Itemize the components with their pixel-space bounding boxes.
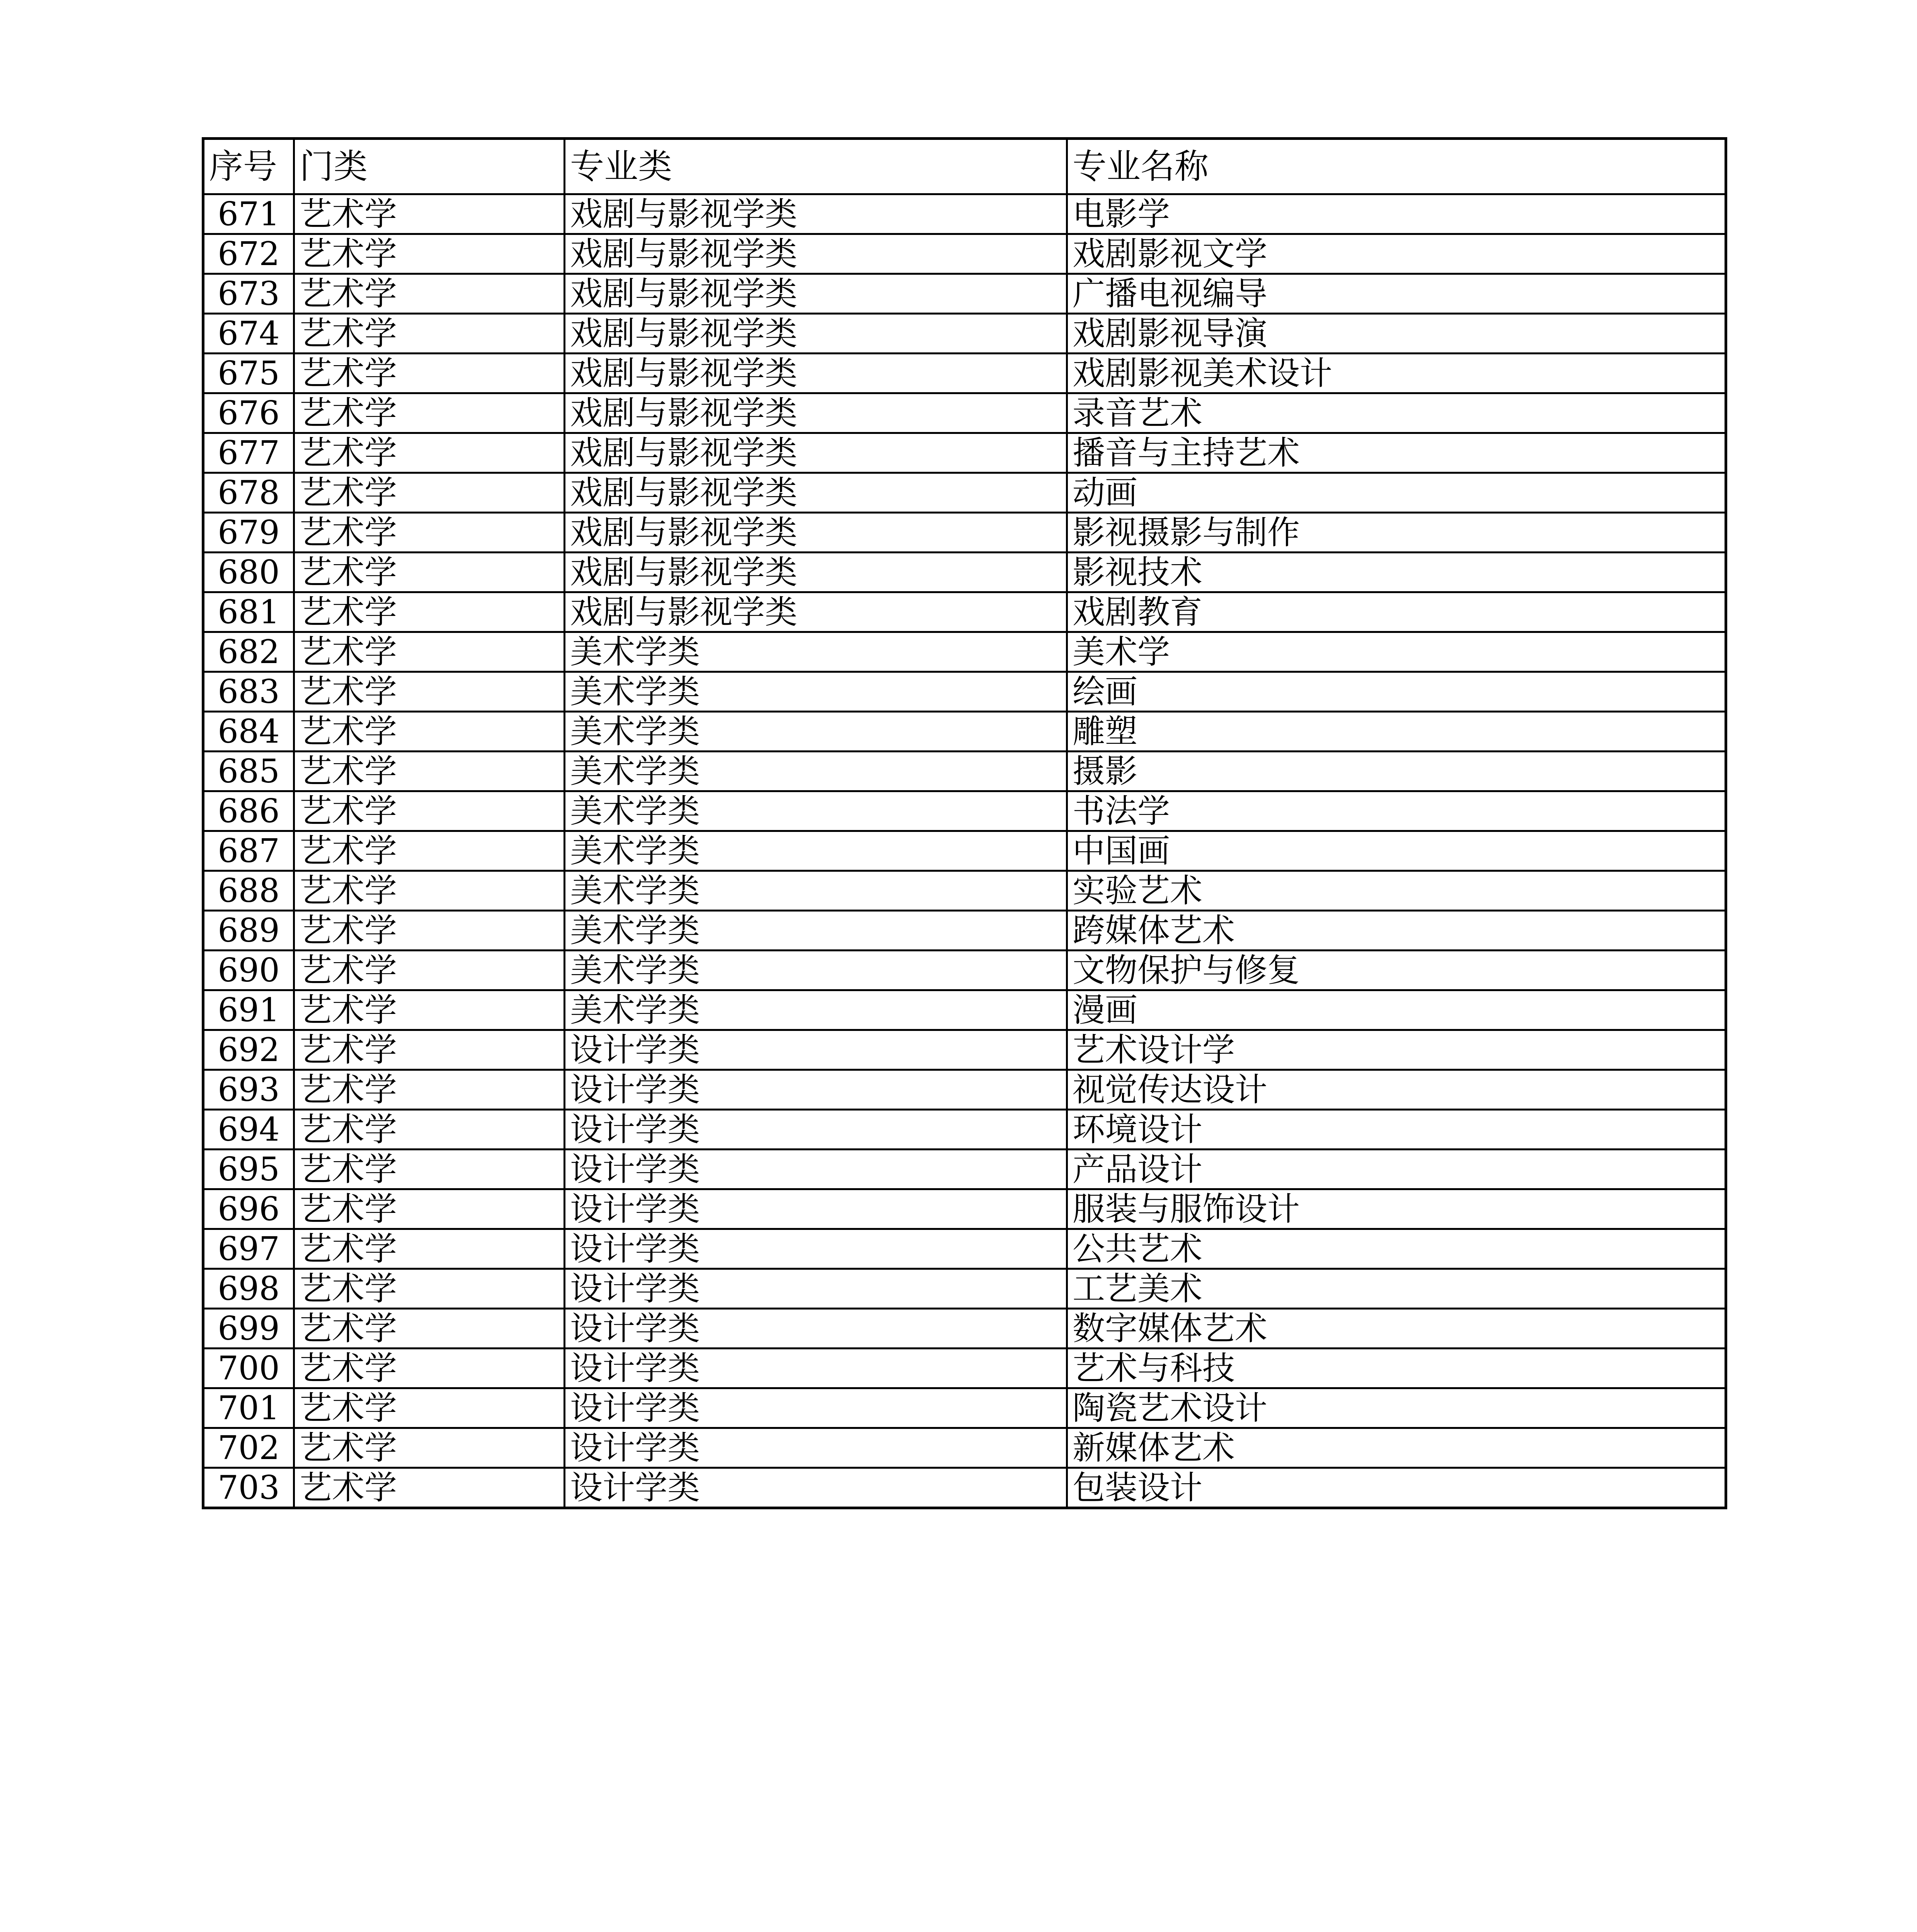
cell-name: 包装设计	[1067, 1468, 1726, 1508]
table-row	[203, 1388, 1726, 1428]
cell-class: 戏剧与影视学类	[565, 393, 1067, 433]
cell-name: 艺术与科技	[1067, 1349, 1726, 1388]
cell-class: 美术学类	[565, 712, 1067, 752]
cell-category: 艺术学	[294, 672, 565, 712]
cell-index: 671	[203, 194, 294, 234]
cell-class: 戏剧与影视学类	[565, 473, 1067, 513]
cell-index: 687	[203, 831, 294, 871]
cell-class: 美术学类	[565, 632, 1067, 672]
cell-index: 675	[203, 354, 294, 393]
cell-category: 艺术学	[294, 632, 565, 672]
cell-class: 美术学类	[565, 951, 1067, 990]
cell-class: 美术学类	[565, 791, 1067, 831]
table-row	[203, 1030, 1726, 1070]
cell-index: 694	[203, 1110, 294, 1150]
cell-category: 艺术学	[294, 234, 565, 274]
cell-index: 688	[203, 871, 294, 911]
cell-index: 703	[203, 1468, 294, 1508]
table-body	[203, 194, 1726, 1508]
cell-name: 戏剧影视文学	[1067, 234, 1726, 274]
table-row	[203, 1150, 1726, 1189]
cell-category: 艺术学	[294, 791, 565, 831]
cell-class: 戏剧与影视学类	[565, 592, 1067, 632]
cell-category: 艺术学	[294, 314, 565, 354]
cell-category: 艺术学	[294, 433, 565, 473]
cell-name: 播音与主持艺术	[1067, 433, 1726, 473]
table-row	[203, 831, 1726, 871]
header-row	[203, 139, 1726, 194]
cell-category: 艺术学	[294, 1070, 565, 1110]
table-row	[203, 1468, 1726, 1508]
table-row	[203, 314, 1726, 354]
cell-name: 影视摄影与制作	[1067, 513, 1726, 553]
table-row	[203, 1189, 1726, 1229]
cell-index: 680	[203, 553, 294, 592]
cell-name: 公共艺术	[1067, 1229, 1726, 1269]
cell-class: 戏剧与影视学类	[565, 274, 1067, 314]
cell-class: 美术学类	[565, 831, 1067, 871]
table-row	[203, 990, 1726, 1030]
cell-name: 录音艺术	[1067, 393, 1726, 433]
cell-index: 695	[203, 1150, 294, 1189]
cell-category: 艺术学	[294, 1229, 565, 1269]
cell-class: 设计学类	[565, 1189, 1067, 1229]
cell-index: 692	[203, 1030, 294, 1070]
table-row	[203, 473, 1726, 513]
cell-category: 艺术学	[294, 194, 565, 234]
header-class: 专业类	[565, 139, 1067, 194]
cell-name: 书法学	[1067, 791, 1726, 831]
cell-name: 数字媒体艺术	[1067, 1309, 1726, 1349]
cell-class: 戏剧与影视学类	[565, 433, 1067, 473]
cell-index: 700	[203, 1349, 294, 1388]
cell-index: 698	[203, 1269, 294, 1309]
cell-name: 绘画	[1067, 672, 1726, 712]
cell-name: 电影学	[1067, 194, 1726, 234]
cell-class: 戏剧与影视学类	[565, 553, 1067, 592]
table-header	[203, 139, 1726, 194]
cell-index: 682	[203, 632, 294, 672]
cell-class: 设计学类	[565, 1229, 1067, 1269]
cell-index: 681	[203, 592, 294, 632]
table-row	[203, 791, 1726, 831]
header-category: 门类	[294, 139, 565, 194]
cell-index: 677	[203, 433, 294, 473]
cell-index: 686	[203, 791, 294, 831]
cell-index: 701	[203, 1388, 294, 1428]
table-row	[203, 592, 1726, 632]
cell-category: 艺术学	[294, 1468, 565, 1508]
cell-class: 美术学类	[565, 911, 1067, 951]
table-row	[203, 672, 1726, 712]
table-row	[203, 513, 1726, 553]
cell-name: 新媒体艺术	[1067, 1428, 1726, 1468]
cell-name: 漫画	[1067, 990, 1726, 1030]
cell-class: 戏剧与影视学类	[565, 354, 1067, 393]
cell-name: 文物保护与修复	[1067, 951, 1726, 990]
cell-name: 美术学	[1067, 632, 1726, 672]
cell-category: 艺术学	[294, 1388, 565, 1428]
cell-name: 跨媒体艺术	[1067, 911, 1726, 951]
cell-name: 服装与服饰设计	[1067, 1189, 1726, 1229]
cell-index: 679	[203, 513, 294, 553]
cell-class: 设计学类	[565, 1309, 1067, 1349]
cell-category: 艺术学	[294, 1189, 565, 1229]
cell-category: 艺术学	[294, 1349, 565, 1388]
table-row	[203, 1110, 1726, 1150]
cell-category: 艺术学	[294, 393, 565, 433]
cell-name: 实验艺术	[1067, 871, 1726, 911]
cell-category: 艺术学	[294, 592, 565, 632]
cell-name: 广播电视编导	[1067, 274, 1726, 314]
cell-index: 689	[203, 911, 294, 951]
cell-class: 设计学类	[565, 1070, 1067, 1110]
cell-index: 693	[203, 1070, 294, 1110]
cell-class: 设计学类	[565, 1349, 1067, 1388]
cell-category: 艺术学	[294, 473, 565, 513]
table-row	[203, 194, 1726, 234]
cell-class: 设计学类	[565, 1030, 1067, 1070]
cell-name: 戏剧影视美术设计	[1067, 354, 1726, 393]
cell-category: 艺术学	[294, 1428, 565, 1468]
cell-index: 672	[203, 234, 294, 274]
cell-index: 684	[203, 712, 294, 752]
table-row	[203, 1269, 1726, 1309]
cell-category: 艺术学	[294, 990, 565, 1030]
table-row	[203, 752, 1726, 791]
cell-index: 676	[203, 393, 294, 433]
table-row	[203, 1070, 1726, 1110]
table-row	[203, 632, 1726, 672]
cell-index: 696	[203, 1189, 294, 1229]
cell-index: 699	[203, 1309, 294, 1349]
cell-category: 艺术学	[294, 712, 565, 752]
cell-category: 艺术学	[294, 951, 565, 990]
cell-category: 艺术学	[294, 553, 565, 592]
table-row	[203, 951, 1726, 990]
cell-name: 艺术设计学	[1067, 1030, 1726, 1070]
cell-name: 中国画	[1067, 831, 1726, 871]
header-name: 专业名称	[1067, 139, 1726, 194]
cell-name: 戏剧教育	[1067, 592, 1726, 632]
cell-name: 视觉传达设计	[1067, 1070, 1726, 1110]
cell-category: 艺术学	[294, 354, 565, 393]
cell-name: 戏剧影视导演	[1067, 314, 1726, 354]
cell-category: 艺术学	[294, 911, 565, 951]
cell-class: 戏剧与影视学类	[565, 194, 1067, 234]
cell-class: 设计学类	[565, 1388, 1067, 1428]
cell-class: 戏剧与影视学类	[565, 314, 1067, 354]
cell-name: 雕塑	[1067, 712, 1726, 752]
cell-class: 戏剧与影视学类	[565, 234, 1067, 274]
cell-class: 美术学类	[565, 871, 1067, 911]
cell-class: 戏剧与影视学类	[565, 513, 1067, 553]
table-row	[203, 1309, 1726, 1349]
table-row	[203, 553, 1726, 592]
table-row	[203, 911, 1726, 951]
cell-category: 艺术学	[294, 1269, 565, 1309]
header-index: 序号	[203, 139, 294, 194]
cell-name: 环境设计	[1067, 1110, 1726, 1150]
cell-index: 702	[203, 1428, 294, 1468]
cell-class: 美术学类	[565, 752, 1067, 791]
cell-name: 产品设计	[1067, 1150, 1726, 1189]
cell-class: 美术学类	[565, 990, 1067, 1030]
cell-category: 艺术学	[294, 831, 565, 871]
cell-index: 683	[203, 672, 294, 712]
cell-name: 陶瓷艺术设计	[1067, 1388, 1726, 1428]
cell-name: 摄影	[1067, 752, 1726, 791]
table-row	[203, 274, 1726, 314]
cell-category: 艺术学	[294, 513, 565, 553]
table-row	[203, 871, 1726, 911]
cell-name: 影视技术	[1067, 553, 1726, 592]
cell-category: 艺术学	[294, 752, 565, 791]
cell-category: 艺术学	[294, 1309, 565, 1349]
cell-category: 艺术学	[294, 274, 565, 314]
table-row	[203, 1349, 1726, 1388]
table-row	[203, 354, 1726, 393]
table-row	[203, 433, 1726, 473]
cell-index: 674	[203, 314, 294, 354]
cell-category: 艺术学	[294, 1150, 565, 1189]
majors-table	[202, 137, 1727, 1509]
cell-category: 艺术学	[294, 1030, 565, 1070]
table-row	[203, 234, 1726, 274]
cell-name: 动画	[1067, 473, 1726, 513]
table-row	[203, 1428, 1726, 1468]
cell-index: 690	[203, 951, 294, 990]
cell-name: 工艺美术	[1067, 1269, 1726, 1309]
cell-class: 设计学类	[565, 1428, 1067, 1468]
cell-class: 设计学类	[565, 1269, 1067, 1309]
table-row	[203, 393, 1726, 433]
cell-category: 艺术学	[294, 871, 565, 911]
cell-class: 设计学类	[565, 1150, 1067, 1189]
table-row	[203, 712, 1726, 752]
cell-index: 678	[203, 473, 294, 513]
cell-index: 685	[203, 752, 294, 791]
cell-index: 691	[203, 990, 294, 1030]
cell-class: 设计学类	[565, 1468, 1067, 1508]
cell-category: 艺术学	[294, 1110, 565, 1150]
cell-class: 设计学类	[565, 1110, 1067, 1150]
cell-class: 美术学类	[565, 672, 1067, 712]
cell-index: 697	[203, 1229, 294, 1269]
cell-index: 673	[203, 274, 294, 314]
table-row	[203, 1229, 1726, 1269]
